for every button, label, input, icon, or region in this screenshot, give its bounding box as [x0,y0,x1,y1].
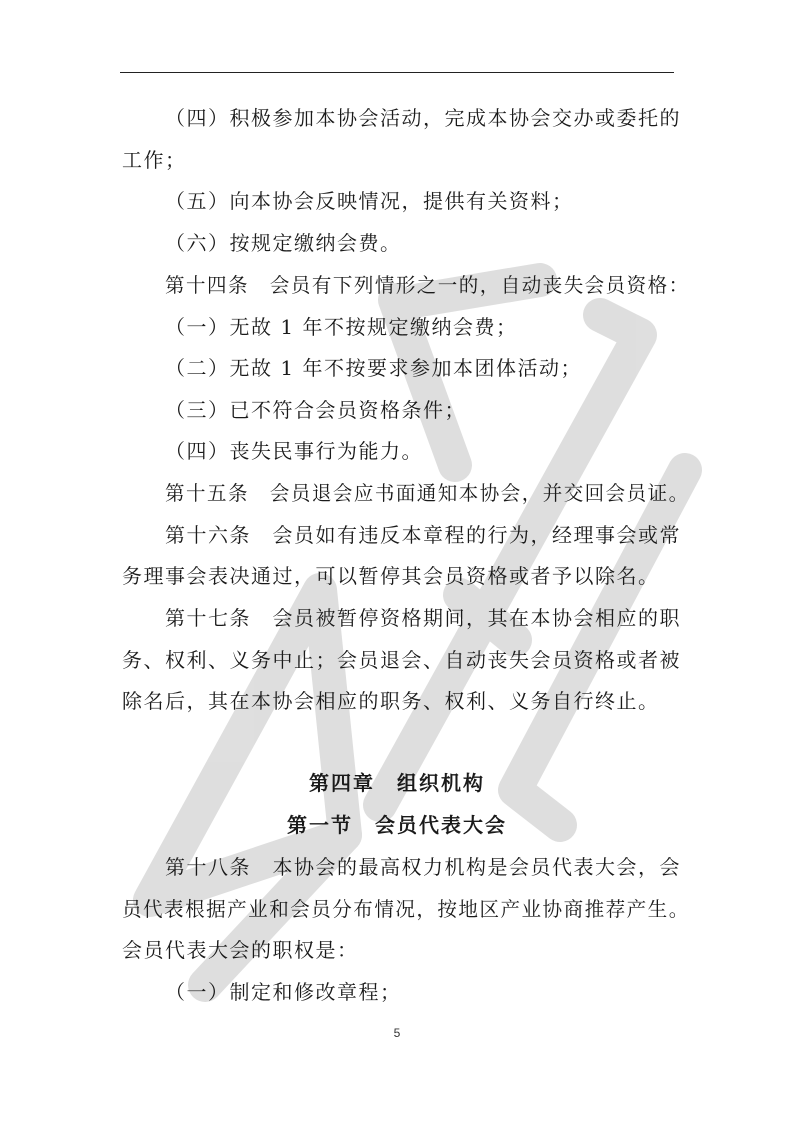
text-line-3: （五）向本协会反映情况，提供有关资料； [165,189,574,213]
text-line-8: （三）已不符合会员资格条件； [165,398,466,422]
text-line-21: （一）制定和修改章程； [165,980,402,1004]
text-line-20: 会员代表大会的职权是： [122,938,359,962]
text-line-11: 第十六条 会员如有违反本章程的行为，经理事会或常 [165,523,681,547]
text-line-2: 工作； [122,148,187,172]
text-line-18: 第十八条 本协会的最高权力机构是会员代表大会，会 [165,855,681,879]
text-line-9: （四）丧失民事行为能力。 [165,439,423,463]
page-number: 5 [393,1026,401,1040]
text-line-4: （六）按规定缴纳会费。 [165,231,402,255]
section-heading: 第一节 会员代表大会 [287,813,507,837]
text-line-12: 务理事会表决通过，可以暂停其会员资格或者予以除名。 [122,564,660,588]
text-line-14: 务、权利、义务中止；会员退会、自动丧失会员资格或者被 [122,648,681,672]
text-line-5: 第十四条 会员有下列情形之一的，自动丧失会员资格： [165,273,690,297]
text-line-10: 第十五条 会员退会应书面通知本协会，并交回会员证。 [165,481,690,505]
text-line-6: （一）无故 1 年不按规定缴纳会费； [165,315,518,339]
header-rule [120,72,674,73]
chapter-heading: 第四章 组织机构 [309,771,485,795]
text-line-1: （四）积极参加本协会活动，完成本协会交办或委托的 [165,106,681,130]
text-line-19: 员代表根据产业和会员分布情况，按地区产业协商推荐产生。 [122,897,690,921]
text-line-7: （二）无故 1 年不按要求参加本团体活动； [165,356,582,380]
text-line-15: 除名后，其在本协会相应的职务、权利、义务自行终止。 [122,689,660,713]
text-line-13: 第十七条 会员被暂停资格期间，其在本协会相应的职 [165,606,681,630]
